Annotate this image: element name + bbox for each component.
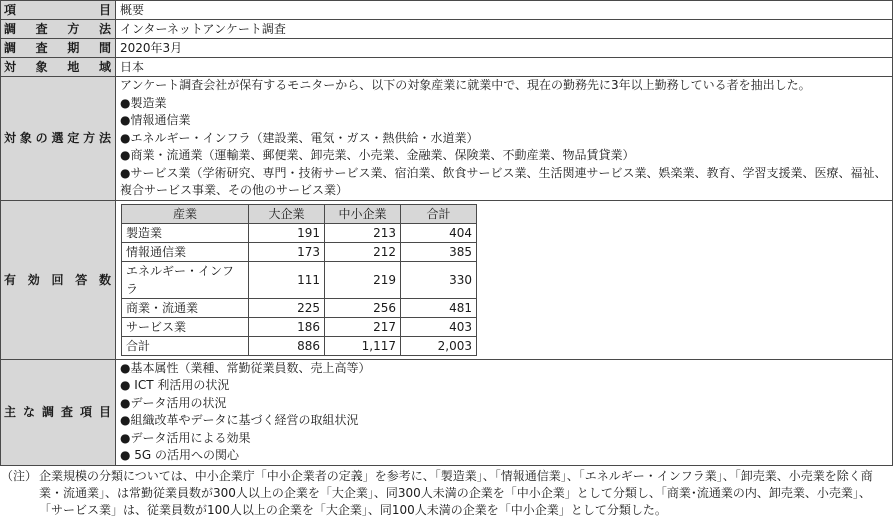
list-item: ●製造業 xyxy=(120,95,167,110)
industry-cell: 情報通信業 xyxy=(122,242,249,261)
survey-method-row xyxy=(1,20,893,39)
selection-row xyxy=(1,77,893,201)
responses-table xyxy=(121,204,477,356)
table-row xyxy=(122,317,477,336)
industry-cell: 製造業 xyxy=(122,223,249,242)
table-row xyxy=(122,261,477,298)
survey-region-row xyxy=(1,58,893,77)
large-cell: 191 xyxy=(249,223,325,242)
sme-cell: 219 xyxy=(325,261,401,298)
total-cell: 385 xyxy=(401,242,477,261)
table-row-total xyxy=(122,336,477,355)
responses-header-row xyxy=(122,204,477,223)
survey-region-value: 日本 xyxy=(116,58,893,77)
selection-label: 対象の選定方法 xyxy=(1,77,116,201)
column-header-total: 合計 xyxy=(401,204,477,223)
total-cell: 481 xyxy=(401,298,477,317)
main-items-list xyxy=(120,360,888,465)
total-cell: 403 xyxy=(401,317,477,336)
footnote-text: 企業規模の分類については、中小企業庁「中小企業者の定義」を参考に、「製造業」、「情報通信業」、「エネルギー・インフラ業」、「卸売業、小売業を除く商業・流通業」、は常勤従業員数が300人以上の企業を「大企業」、同300人未満の企業を「中小企業」として分類し、「商業･流通業の内、卸売業、小売業」、「サービス業」は、従業員数が100人以上の企業を「大企業」、同100人未満の企業を「中小企業」として分類した。 xyxy=(39,468,873,517)
table-row xyxy=(122,242,477,261)
industry-cell: 合計 xyxy=(122,336,249,355)
large-cell: 111 xyxy=(249,261,325,298)
sme-cell: 1,117 xyxy=(325,336,401,355)
list-item: ●データ活用の状況 xyxy=(120,395,227,410)
header-label: 項目 xyxy=(1,1,116,20)
main-items-value xyxy=(116,359,893,465)
large-cell: 886 xyxy=(249,336,325,355)
responses-row xyxy=(1,200,893,359)
survey-method-value: インターネットアンケート調査 xyxy=(116,20,893,39)
list-item: ●データ活用による効果 xyxy=(120,430,251,445)
main-items-label: 主な調査項目 xyxy=(1,359,116,465)
industry-cell: エネルギー・インフラ xyxy=(122,261,249,298)
sme-cell: 212 xyxy=(325,242,401,261)
large-cell: 225 xyxy=(249,298,325,317)
list-item: ● ICT 利活用の状況 xyxy=(120,378,230,392)
survey-period-row xyxy=(1,39,893,58)
industry-cell: サービス業 xyxy=(122,317,249,336)
list-item: ●基本属性（業種、常勤従業員数、売上高等） xyxy=(120,360,371,375)
main-items-row xyxy=(1,359,893,465)
total-cell: 2,003 xyxy=(401,336,477,355)
table-row xyxy=(122,298,477,317)
selection-list xyxy=(120,95,888,200)
list-item: ● 5G の活用への関心 xyxy=(120,448,240,462)
header-row xyxy=(1,1,893,20)
selection-value xyxy=(116,77,893,201)
column-header-sme: 中小企業 xyxy=(325,204,401,223)
list-item: ●組織改革やデータに基づく経営の取組状況 xyxy=(120,413,359,427)
industry-cell: 商業・流通業 xyxy=(122,298,249,317)
sme-cell: 213 xyxy=(325,223,401,242)
header-value: 概要 xyxy=(116,1,893,20)
total-cell: 404 xyxy=(401,223,477,242)
column-header-industry: 産業 xyxy=(122,204,249,223)
column-header-large: 大企業 xyxy=(249,204,325,223)
list-item: ●情報通信業 xyxy=(120,113,191,127)
list-item: ●商業・流通業（運輸業、郵便業、卸売業、小売業、金融業、保険業、不動産業、物品賃貸業） xyxy=(120,148,635,162)
list-item: ●サービス業（学術研究、専門・技術サービス業、宿泊業、飲食サービス業、生活関連サービス業、娯楽業、教育、学習支援業、医療、福祉、複合サービス事業、その他のサービス業） xyxy=(120,165,887,197)
total-cell: 330 xyxy=(401,261,477,298)
survey-method-label: 調査方法 xyxy=(1,20,116,39)
survey-region-label: 対象地域 xyxy=(1,58,116,77)
list-item: ●エネルギー・インフラ（建設業、電気・ガス・熱供給・水道業） xyxy=(120,130,479,145)
sme-cell: 256 xyxy=(325,298,401,317)
sme-cell: 217 xyxy=(325,317,401,336)
responses-value xyxy=(116,200,893,359)
responses-label: 有効回答数 xyxy=(1,200,116,359)
survey-period-value: 2020年3月 xyxy=(116,39,893,58)
selection-intro: アンケート調査会社が保有するモニターから、以下の対象産業に就業中で、現在の勤務先に3年以上勤務している者を抽出した。 xyxy=(120,78,811,92)
large-cell: 173 xyxy=(249,242,325,261)
survey-period-label: 調査期間 xyxy=(1,39,116,58)
large-cell: 186 xyxy=(249,317,325,336)
footnote-mark: （注） xyxy=(1,468,38,483)
table-row xyxy=(122,223,477,242)
footnote xyxy=(0,468,893,519)
